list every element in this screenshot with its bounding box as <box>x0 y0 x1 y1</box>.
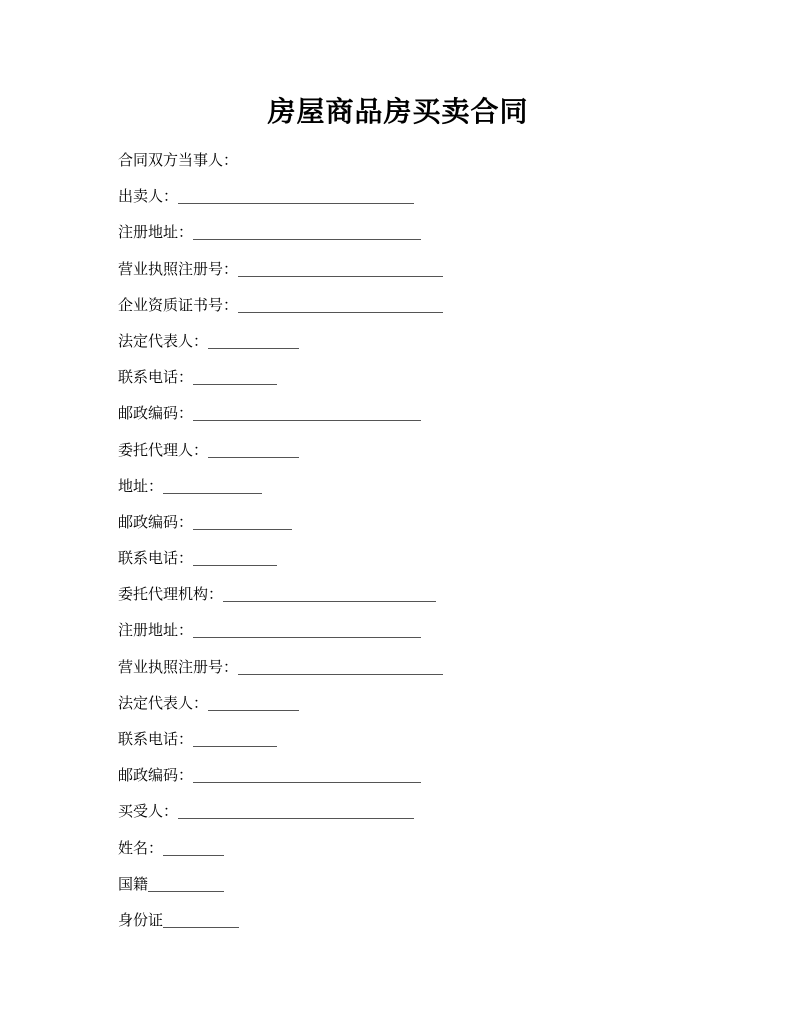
field-line <box>118 691 718 727</box>
field-line <box>118 438 718 474</box>
document-title: 房屋商品房买卖合同 <box>267 95 529 128</box>
fill-in-blank[interactable] <box>178 800 414 819</box>
field-label: 合同双方当事人： <box>118 151 239 169</box>
field-line <box>118 763 718 799</box>
field-label: 国籍 <box>118 874 149 893</box>
fill-in-blank[interactable] <box>193 728 277 747</box>
fill-in-blank[interactable] <box>148 873 224 892</box>
field-label: 联系电话： <box>118 549 194 568</box>
field-label: 出卖人： <box>118 187 179 206</box>
field-label: 买受人： <box>118 802 179 821</box>
field-label: 注册地址： <box>118 223 194 242</box>
field-label: 邮政编码： <box>118 766 194 785</box>
field-line <box>118 329 718 365</box>
fill-in-blank[interactable] <box>208 439 299 458</box>
field-line <box>118 546 718 582</box>
field-label: 姓名： <box>118 838 164 857</box>
field-line <box>118 257 718 293</box>
field-label: 营业执照注册号： <box>118 259 239 278</box>
fill-in-blank[interactable] <box>193 547 277 566</box>
fill-in-blank[interactable] <box>193 764 421 783</box>
field-label: 身份证 <box>118 910 164 929</box>
field-label: 法定代表人： <box>118 693 209 712</box>
field-label: 营业执照注册号： <box>118 657 239 676</box>
fill-in-blank[interactable] <box>223 583 436 602</box>
field-label: 注册地址： <box>118 621 194 640</box>
field-label: 委托代理机构： <box>118 585 224 604</box>
field-line <box>118 618 718 654</box>
field-label: 邮政编码： <box>118 512 194 531</box>
field-line <box>118 872 718 908</box>
fill-in-blank[interactable] <box>163 475 262 494</box>
field-line <box>118 184 718 220</box>
fill-in-blank[interactable] <box>163 837 224 856</box>
fill-in-blank[interactable] <box>238 258 443 277</box>
field-line <box>118 908 718 944</box>
field-line <box>118 474 718 510</box>
field-label: 邮政编码： <box>118 404 194 423</box>
field-line <box>118 148 718 184</box>
field-line <box>118 401 718 437</box>
field-label: 企业资质证书号： <box>118 295 239 314</box>
field-line <box>118 220 718 256</box>
field-label: 联系电话： <box>118 730 194 748</box>
fill-in-blank[interactable] <box>193 511 292 530</box>
field-line <box>118 293 718 329</box>
field-label: 联系电话： <box>118 368 194 387</box>
fill-in-blank[interactable] <box>178 185 414 204</box>
fill-in-blank[interactable] <box>193 221 421 240</box>
field-line <box>118 727 718 763</box>
fill-in-blank[interactable] <box>208 692 299 711</box>
field-label: 法定代表人： <box>118 331 209 350</box>
fill-in-blank[interactable] <box>238 294 443 313</box>
field-line <box>118 365 718 401</box>
field-label: 地址： <box>118 476 164 495</box>
fill-in-blank[interactable] <box>193 619 421 638</box>
contract-fields <box>118 148 718 944</box>
field-line <box>118 655 718 691</box>
fill-in-blank[interactable] <box>193 402 421 421</box>
fill-in-blank[interactable] <box>238 656 443 675</box>
field-line <box>118 836 718 872</box>
field-line <box>118 799 718 835</box>
fill-in-blank[interactable] <box>193 366 277 385</box>
fill-in-blank[interactable] <box>208 330 299 349</box>
fill-in-blank[interactable] <box>163 909 239 928</box>
field-line <box>118 582 718 618</box>
field-label: 委托代理人： <box>118 440 209 459</box>
field-line <box>118 510 718 546</box>
